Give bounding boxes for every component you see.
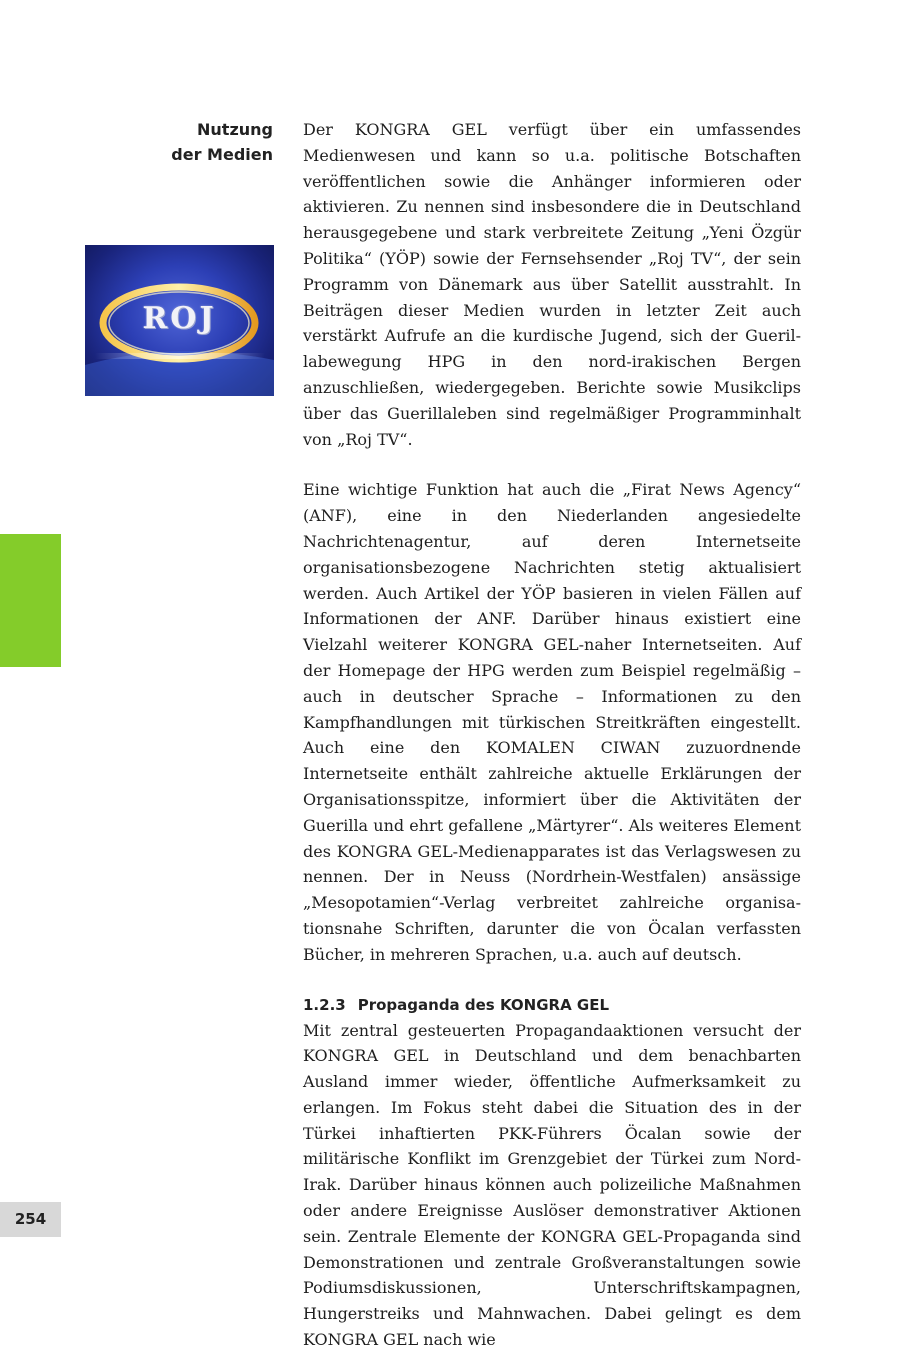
margin-heading [100, 117, 273, 167]
margin-heading-line-1: Nutzung [197, 120, 273, 139]
main-text-column [303, 117, 801, 1353]
paragraph-internet: Eine wichtige Funktion hat auch die „Firat News Agency“ (ANF), eine in den Niederlanden angesiedelte Nachrichtenagentur, auf deren Internetseite organisationsbezogene Nachrichten stetig aktualisiert werden. Auch Artikel der YÖP basieren in vielen Fällen auf Informationen der ANF. Darüber hinaus existiert eine Vielzahl weiterer KONGRA GEL-naher Internetseiten. Auf der Homepage der HPG werden zum Beispiel regelmäßig – auch in deutscher Sprache – Informationen zu den Kampfhandlungen mit türkischen Streitkräften eingestellt. Auch eine den KOMALEN CIWAN zuzuordnende Internetseite enthält zahlreiche aktuelle Erklärungen der Organisationsspitze, informiert über die Aktivitäten der Guerilla und ehrt gefallene „Märtyrer“. Als weiteres Element des KONGRA GEL-Medienapparates ist das Verlagswesen zu nennen. Der in Neuss (Nordrhein-Westfalen) ansässige „Mesopotamien“-Verlag verbreitet zahlreiche organisationsnahe Schriften, darunter die von Öcalan verfassten Bücher, in mehreren Sprachen, u.a. auch auf deutsch. [303, 480, 801, 964]
paragraph-propaganda: Mit zentral gesteuerten Propagandaaktionen versucht der KONGRA GEL in Deutschland und dem benachbarten Ausland immer wieder, öffentliche Aufmerksamkeit zu erlangen. Im Fokus steht dabei die Situation des in der Türkei inhaftierten PKK-Führers Öcalan sowie der militärische Konflikt im Grenzgebiet der Türkei zum Nord-Irak. Darüber hinaus können auch polizeiliche Maßnahmen oder andere Ereignisse Auslöser demonstrativer Aktionen sein. Zentrale Elemente der KONGRA GEL-Propaganda sind Demonstrationen und zentrale Großveranstaltungen sowie Podiumsdiskussionen, Unterschriftskampagnen, Hungerstreiks und Mahnwachen. Dabei gelingt es dem KONGRA GEL nach wie [303, 1020, 801, 1350]
logo-text: ROJ [142, 301, 217, 336]
paragraph-media: Der KONGRA GEL verfügt über ein umfassendes Medienwesen und kann so u.a. politische Botschaften veröffentlichen sowie die Anhänger informieren oder aktivieren. Zu nennen sind insbesondere die in Deutschland herausgegebene und stark verbreitete Zeitung „Yeni Özgür Politika“ (YÖP) sowie der Fernsehsender „Roj TV“, der sein Programm von Dänemark aus über Satellit ausstrahlt. In Beiträgen dieser Medien wurden in letzter Zeit auch verstärkt Aufrufe an die kurdische Jugend, sich der Guerillabewegung HPG in den nord-irakischen Bergen anzuschließen, wiedergegeben. Berichte sowie Musikclips über das Guerillaleben sind regelmäßiger Programminhalt von „Roj TV“. [303, 120, 801, 449]
roj-tv-logo-image [85, 245, 274, 396]
section-title: Propaganda des KONGRA GEL [357, 995, 610, 1014]
page-number: 254 [0, 1202, 61, 1237]
section-number: 1.2.3 [303, 995, 346, 1014]
chapter-tab-marker [0, 534, 61, 667]
margin-heading-line-2: der Medien [171, 145, 273, 164]
section-heading [303, 993, 801, 1018]
